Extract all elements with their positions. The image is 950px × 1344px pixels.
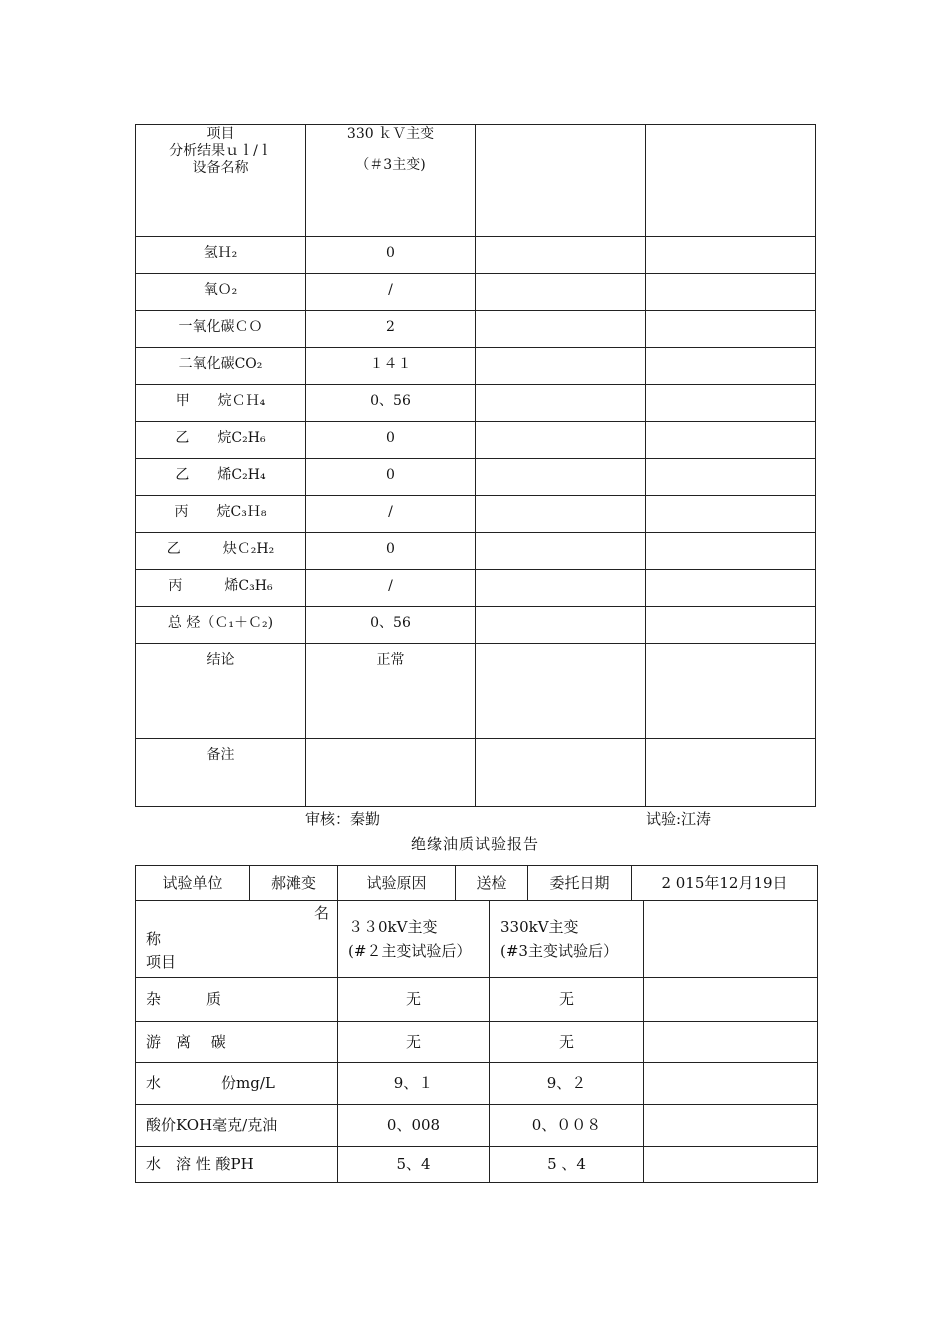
- oil-item-row: [136, 1063, 818, 1105]
- test-reason-label: 试验原因: [338, 866, 456, 901]
- test-reason-value: 送检: [456, 866, 528, 901]
- gas-name: 甲 烷ＣＨ₄: [175, 393, 266, 409]
- sample-b-line1: 330kV主变: [500, 918, 579, 936]
- oil-item-row: [136, 1147, 818, 1183]
- gas-row: [136, 533, 816, 570]
- oil-table-header-row: [136, 866, 818, 901]
- sample-b-line2: (#3主变试验后）: [500, 942, 618, 960]
- gas-name: 二氧化碳CO₂: [178, 356, 263, 372]
- oil-test-table: [135, 865, 818, 901]
- reviewer-signature: 审核：秦勤: [305, 810, 381, 828]
- gas-row: [136, 237, 816, 274]
- device-label: 设备名称: [192, 160, 249, 176]
- commission-date-value: 2 015年12月19日: [632, 866, 818, 901]
- item-value-b: 无: [490, 1022, 644, 1063]
- device-name-line2: （＃3主变): [355, 157, 426, 173]
- remarks-label: 备注: [206, 747, 235, 763]
- gas-name: 乙 烯C₂H₄: [175, 467, 266, 483]
- gas-row: [136, 570, 816, 607]
- gas-name: 一氧化碳ＣＯ: [178, 319, 263, 335]
- gas-name: 乙 烷C₂H₆: [175, 430, 266, 446]
- gas-row: [136, 348, 816, 385]
- item-value-a: 无: [338, 978, 490, 1022]
- gas-analysis-table: [135, 124, 816, 807]
- gas-row: [136, 385, 816, 422]
- gas-name: 乙 炔Ｃ₂H₂: [166, 541, 275, 557]
- gas-name: 氧Ｏ₂: [203, 282, 238, 298]
- tester-signature: 试验:江涛: [646, 810, 712, 828]
- header-corner-cell: [136, 125, 306, 237]
- item-name: 水 份mg/L: [136, 1063, 338, 1105]
- name-label: 名: [313, 904, 329, 922]
- item-value-b: 无: [490, 978, 644, 1022]
- item-value-a: 无: [338, 1022, 490, 1063]
- gas-name: 丙 烷C₃Ｈ₈: [174, 504, 267, 520]
- gas-row: [136, 459, 816, 496]
- gas-row: [136, 311, 816, 348]
- oil-item-row: [136, 1022, 818, 1063]
- name-label-2: 称: [146, 930, 162, 948]
- sample-b-header: [490, 901, 644, 978]
- gas-name: 总 烃（Ｃ₁＋Ｃ₂): [167, 615, 274, 631]
- gas-value: /: [388, 504, 393, 520]
- gas-value: 0、56: [370, 393, 411, 409]
- gas-value: 0: [386, 467, 395, 483]
- device-header-cell: [306, 125, 476, 237]
- gas-value: 0、56: [370, 615, 411, 631]
- gas-value: 0: [386, 541, 395, 557]
- empty-cell: [646, 125, 816, 237]
- gas-row: [136, 422, 816, 459]
- oil-item-row: [136, 978, 818, 1022]
- oil-items-table: [135, 900, 818, 1183]
- item-value-b: 5 、4: [490, 1147, 644, 1183]
- test-unit-label: 试验单位: [136, 866, 250, 901]
- oil-item-row: [136, 1105, 818, 1147]
- name-item-corner-cell: [136, 901, 338, 978]
- item-name: 杂 质: [136, 978, 338, 1022]
- empty-cell: [644, 901, 818, 978]
- item-value-a: 0、008: [338, 1105, 490, 1147]
- gas-value: /: [388, 282, 393, 298]
- item-label: 项目: [206, 126, 235, 142]
- item-name: 游 离 碳: [136, 1022, 338, 1063]
- conclusion-label: 结论: [206, 652, 235, 668]
- conclusion-row: [136, 644, 816, 739]
- item-value-a: 9、１: [338, 1063, 490, 1105]
- gas-row: [136, 274, 816, 311]
- remarks-row: [136, 739, 816, 807]
- gas-value: 0: [386, 245, 395, 261]
- item-value-b: 0、００８: [490, 1105, 644, 1147]
- gas-name: 丙 烯C₃H₆: [168, 578, 273, 594]
- report-title: 绝缘油质试验报告: [410, 835, 539, 853]
- test-unit-value: 郝滩变: [250, 866, 338, 901]
- result-label: 分析结果ｕｌ/ｌ: [169, 143, 272, 159]
- sample-a-line2: (#２主变试验后）: [348, 942, 472, 960]
- gas-row: [136, 607, 816, 644]
- device-name-line1: 330 ｋＶ主变: [346, 126, 435, 142]
- sample-a-line1: ３３0kV主变: [348, 918, 438, 936]
- conclusion-value: 正常: [376, 652, 405, 668]
- gas-name: 氢Ｈ₂: [203, 245, 238, 261]
- commission-date-label: 委托日期: [528, 866, 632, 901]
- gas-value: １４１: [369, 356, 412, 372]
- gas-row: [136, 496, 816, 533]
- gas-value: 2: [386, 319, 395, 335]
- item-name: 酸价KOH毫克/克油: [136, 1105, 338, 1147]
- gas-value: 0: [386, 430, 395, 446]
- item-value-b: 9、２: [490, 1063, 644, 1105]
- gas-value: /: [388, 578, 393, 594]
- item-label: 项目: [146, 953, 177, 971]
- item-value-a: 5、4: [338, 1147, 490, 1183]
- oil-name-header-row: [136, 901, 818, 978]
- sample-a-header: [338, 901, 490, 978]
- gas-table-header-row: [136, 125, 816, 237]
- empty-cell: [476, 125, 646, 237]
- item-name: 水 溶 性 酸PH: [136, 1147, 338, 1183]
